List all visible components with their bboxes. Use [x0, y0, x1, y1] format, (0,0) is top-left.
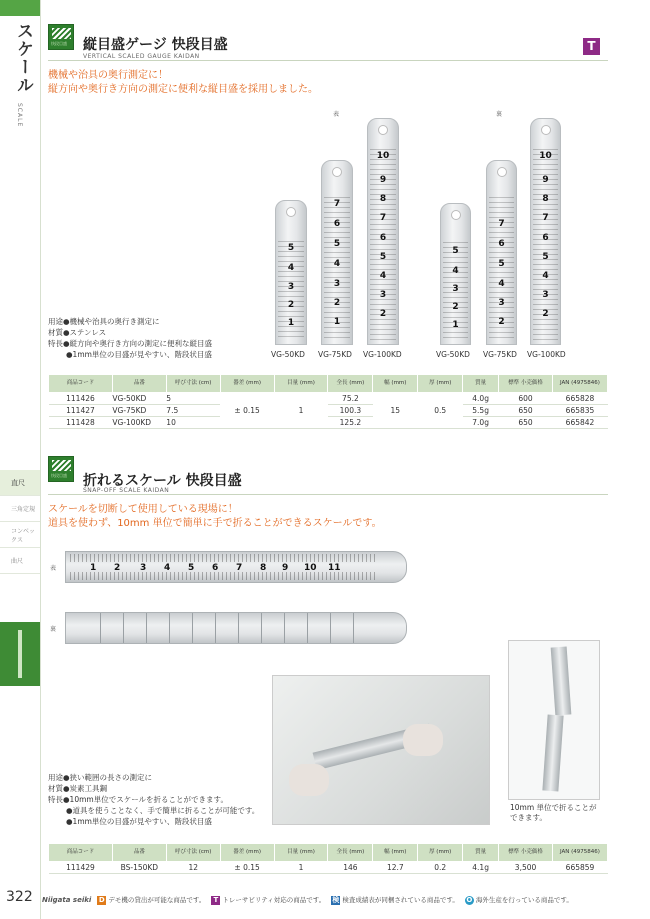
section1-subtitle: VERTICAL SCALED GAUGE KAIDAN — [83, 53, 200, 60]
traceability-badge: T — [583, 38, 600, 55]
caption-vg75kd-back: VG-75KD — [483, 350, 517, 359]
section2-rule — [48, 494, 608, 495]
section1-lead: 機械や治具の奥行測定に！ 縦方向や奥行き方向の測定に便利な縦目盛を採用しました。 — [48, 70, 318, 95]
inspection-icon: 検 — [332, 896, 340, 904]
footer-legend-overseas: O 海外生産を行っている商品です。 — [466, 896, 573, 904]
footer-legend-trace: T トレーサビリティ対応の商品です。 — [211, 895, 325, 905]
traceability-icon: T — [211, 896, 220, 905]
caption-vg75kd-front: VG-75KD — [318, 350, 352, 359]
section1-specs: 用途●機械や治具の奥行き測定に 材質●ステンレス 特長●縦方向や奥行き方向の測定に便利な縦目盛 ●1mm単位の目盛が見やすい、階段状目盛 — [48, 317, 213, 359]
section1-rule — [48, 60, 608, 61]
ruler-vg75kd-front: 7 6 5 4 3 2 1 — [321, 160, 353, 345]
photo-note: 10mm 単位で折ることが できます。 — [510, 803, 597, 822]
section2-title: 折れるスケール 快段目盛 — [83, 473, 242, 489]
snap-front-label: 表 — [50, 565, 57, 572]
footer-legend-inspection: 検 検査成績表が同梱されている商品です。 — [332, 896, 459, 904]
table-row: 111427 VG-75KD 7.5 100.3 5.5g 650 665835 — [49, 405, 608, 417]
section1-spec-table — [48, 374, 608, 429]
table-header-row: 商品コード 品番 呼び寸法 (cm) 器差 (mm) 目量 (mm) 全長 (mm) 幅 (mm) 厚 (mm) 質量 標準 小売価格 JAN (4975846) — [49, 844, 608, 862]
caption-vg100kd-back: VG-100KD — [527, 350, 566, 359]
side-divider — [40, 0, 41, 919]
footer-legend-demo: D デモ機の貸出が可能な商品です。 — [98, 896, 206, 904]
snap-back-label: 裏 — [50, 626, 57, 633]
usage-photo — [272, 675, 490, 825]
side-category-subtitle: SCALE — [16, 103, 23, 128]
overseas-icon: O — [466, 896, 473, 904]
table-header-row: 商品コード 品番 呼び寸法 (cm) 器差 (mm) 目量 (mm) 全長 (mm) 幅 (mm) 厚 (mm) 質量 標準 小売価格 JAN (4975846) — [49, 375, 608, 393]
side-tab-straight-ruler[interactable]: 直尺 — [0, 470, 40, 496]
caption-vg100kd-front: VG-100KD — [363, 350, 402, 359]
footer — [42, 894, 642, 906]
section2-subtitle: SNAP-OFF SCALE KAIDAN — [83, 487, 170, 494]
side-tabs — [0, 470, 40, 574]
ruler-vg50kd-back: 5 4 3 2 1 — [440, 203, 471, 345]
side-tab-square[interactable]: 曲尺 — [0, 548, 40, 574]
ruler-vg100kd-front: 10 9 8 7 6 5 4 3 2 — [367, 118, 399, 345]
caption-vg50kd-front: VG-50KD — [271, 350, 305, 359]
section2-specs: 用途●狭い範囲の長さの測定に 材質●炭素工具鋼 特長●10mm単位でスケールを折ることができます。 ●道具を使うことなく、手で簡単に折ることが可能です。 ●1mm単位の目盛が見やすい、階段状目盛 — [48, 773, 260, 826]
side-tab-convex[interactable]: コンベックス — [0, 522, 40, 548]
table-row: 111429 BS-150KD 12 ± 0.15 1 146 12.7 0.2 4.1g 3,500 665859 — [49, 862, 608, 874]
kaidan-logo-icon-2: 快段目盛 — [48, 456, 74, 482]
side-category-title: スケール — [13, 22, 33, 94]
table-row: 111428 VG-100KD 10 125.2 7.0g 650 665842 — [49, 417, 608, 429]
snapped-ruler-photo — [508, 640, 600, 800]
snap-ruler-back — [65, 612, 407, 644]
section1-title: 縦目盛ゲージ 快段目盛 — [83, 37, 228, 53]
ruler-vg50kd-front: 5 4 3 2 1 — [275, 200, 307, 345]
section2-lead: スケールを切断して使用している現場に！ 道具を使わず、10mm 単位で簡単に手で折ることができるスケールです。 — [48, 504, 382, 529]
back-label: 裏 — [496, 111, 503, 118]
side-tab-triangle[interactable]: 三角定規 — [0, 496, 40, 522]
section2-spec-table — [48, 843, 608, 874]
table-row: 111426 VG-50KD 5 ± 0.15 1 75.2 15 0.5 4.0g 600 665828 — [49, 393, 608, 405]
kaidan-logo-icon: 快段目盛 — [48, 24, 74, 50]
snap-ruler-front: 1 2 3 4 5 6 7 8 9 10 11 — [65, 551, 407, 583]
brand-logo: Niigata seiki — [42, 896, 92, 904]
ruler-vg75kd-back: 7 6 5 4 3 2 — [486, 160, 517, 345]
front-label: 表 — [333, 111, 340, 118]
side-ruler-icon — [0, 622, 40, 686]
ruler-vg100kd-back: 10 9 8 7 6 5 4 3 2 — [530, 118, 561, 345]
side-accent-bar — [0, 0, 40, 16]
page-number: 322 — [6, 889, 33, 905]
caption-vg50kd-back: VG-50KD — [436, 350, 470, 359]
demo-icon: D — [98, 896, 105, 904]
